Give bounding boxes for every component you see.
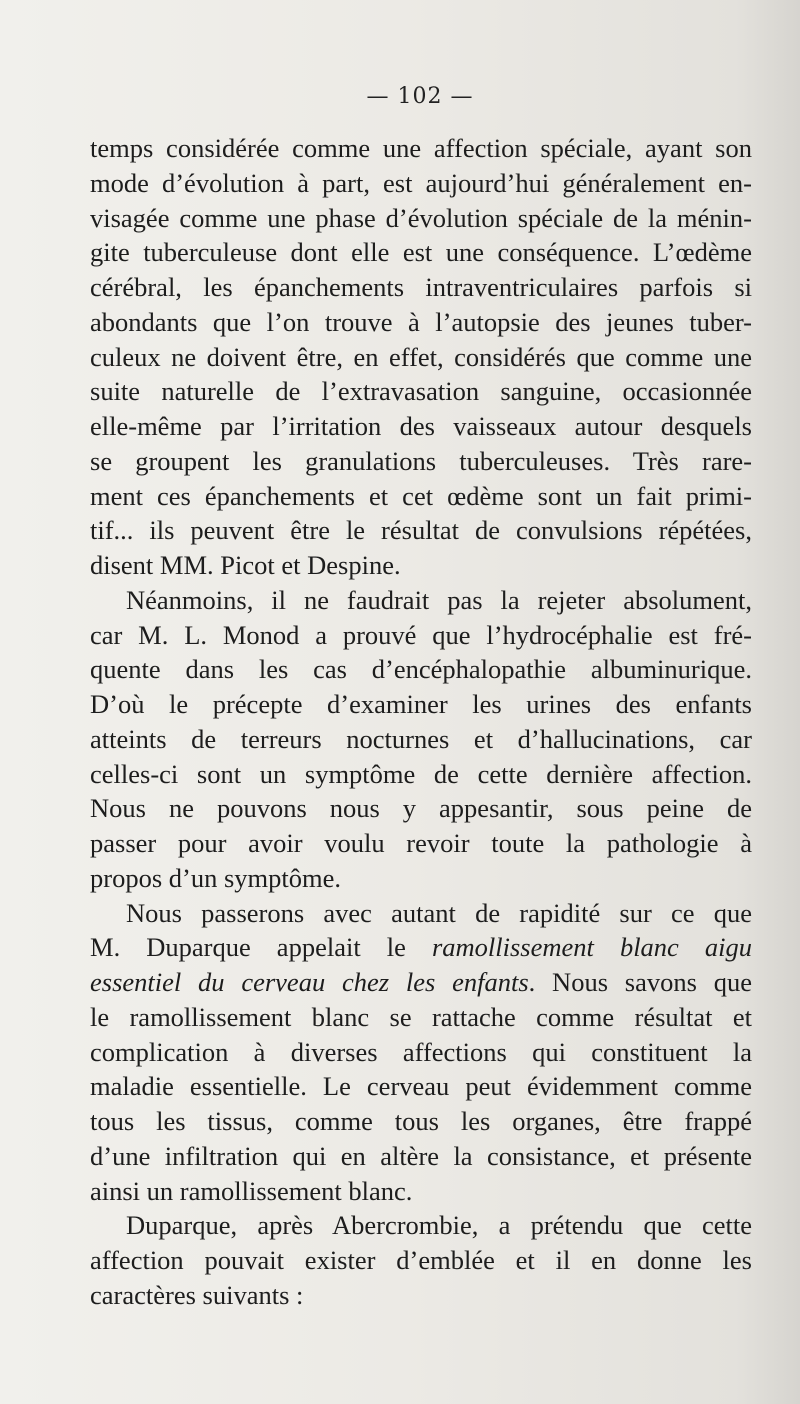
text-line: temps considérée comme une affection spéciale, ayant son	[90, 133, 752, 163]
text-line: propos d’un symptôme.	[90, 862, 341, 893]
text-line: tif... ils peuvent être le résultat de convulsions répétées,	[90, 515, 752, 546]
text-line: car M. L. Monod a prouvé que l’hydrocéphalie est fré-	[90, 619, 752, 650]
text-line: atteints de terreurs nocturnes et d’hallucinations, car	[90, 723, 752, 754]
text-line: se groupent les granulations tuberculeuses. Très rare-	[90, 445, 752, 476]
text-line: gite tuberculeuse dont elle est une conséquence. L’œdème	[90, 237, 752, 268]
text-line: culeux ne doivent être, en effet, considérés que comme une	[90, 341, 752, 372]
text-line: passer pour avoir voulu revoir toute la pathologie à	[90, 828, 752, 858]
text-line: ainsi un ramollissement blanc.	[90, 1175, 413, 1206]
text-line: elle-même par l’irritation des vaisseaux autour desquels	[90, 411, 752, 441]
text-line	[90, 930, 752, 965]
text-line: Duparque, après Abercrombie, a prétendu que cette	[126, 1210, 752, 1241]
text-segment: . Nous savons que	[528, 967, 752, 997]
text-segment: M. Duparque appelait le	[90, 932, 432, 963]
text-line: D’où le précepte d’examiner les urines des enfants	[90, 689, 752, 719]
body-text	[90, 131, 752, 1313]
italic-text: ramollissement blanc aigu	[431, 932, 752, 963]
text-line: mode d’évolution à part, est aujourd’hui généralement en-	[90, 167, 752, 198]
text-line: complication à diverses affections qui constituent la	[90, 1036, 752, 1067]
text-line: celles-ci sont un symptôme de cette dernière affection.	[90, 758, 752, 789]
text-line: caractères suivants :	[90, 1279, 304, 1310]
text-line: visagée comme une phase d’évolution spéciale de la ménin-	[90, 202, 752, 233]
text-line: tous les tissus, comme tous les organes, être frappé	[90, 1106, 752, 1136]
text-line: quente dans les cas d’encéphalopathie albuminurique.	[90, 654, 752, 685]
text-line: le ramollissement blanc se rattache comme résultat et	[90, 1001, 752, 1032]
page-number: — 102 —	[366, 84, 474, 109]
text-line: affection pouvait exister d’emblée et il en donne les	[90, 1245, 752, 1275]
text-line: Nous ne pouvons nous y appesantir, sous peine de	[90, 793, 752, 824]
text-line: suite naturelle de l’extravasation sanguine, occasionnée	[90, 376, 752, 407]
italic-text: essentiel du cerveau chez les enfants	[90, 967, 529, 997]
text-line: d’une infiltration qui en altère la consistance, et présente	[90, 1140, 752, 1171]
text-line: disent MM. Picot et Despine.	[90, 550, 401, 580]
text-line: Nous passerons avec autant de rapidité sur ce que	[126, 897, 752, 928]
text-line: abondants que l’on trouve à l’autopsie des jeunes tuber-	[90, 306, 752, 337]
text-line: cérébral, les épanchements intraventriculaires parfois si	[90, 272, 752, 302]
text-line: maladie essentielle. Le cerveau peut évidemment comme	[90, 1071, 752, 1102]
text-line	[90, 965, 752, 1000]
text-line: ment ces épanchements et cet œdème sont un fait primi-	[90, 480, 752, 511]
text-line: Néanmoins, il ne faudrait pas la rejeter absolument,	[126, 584, 752, 615]
